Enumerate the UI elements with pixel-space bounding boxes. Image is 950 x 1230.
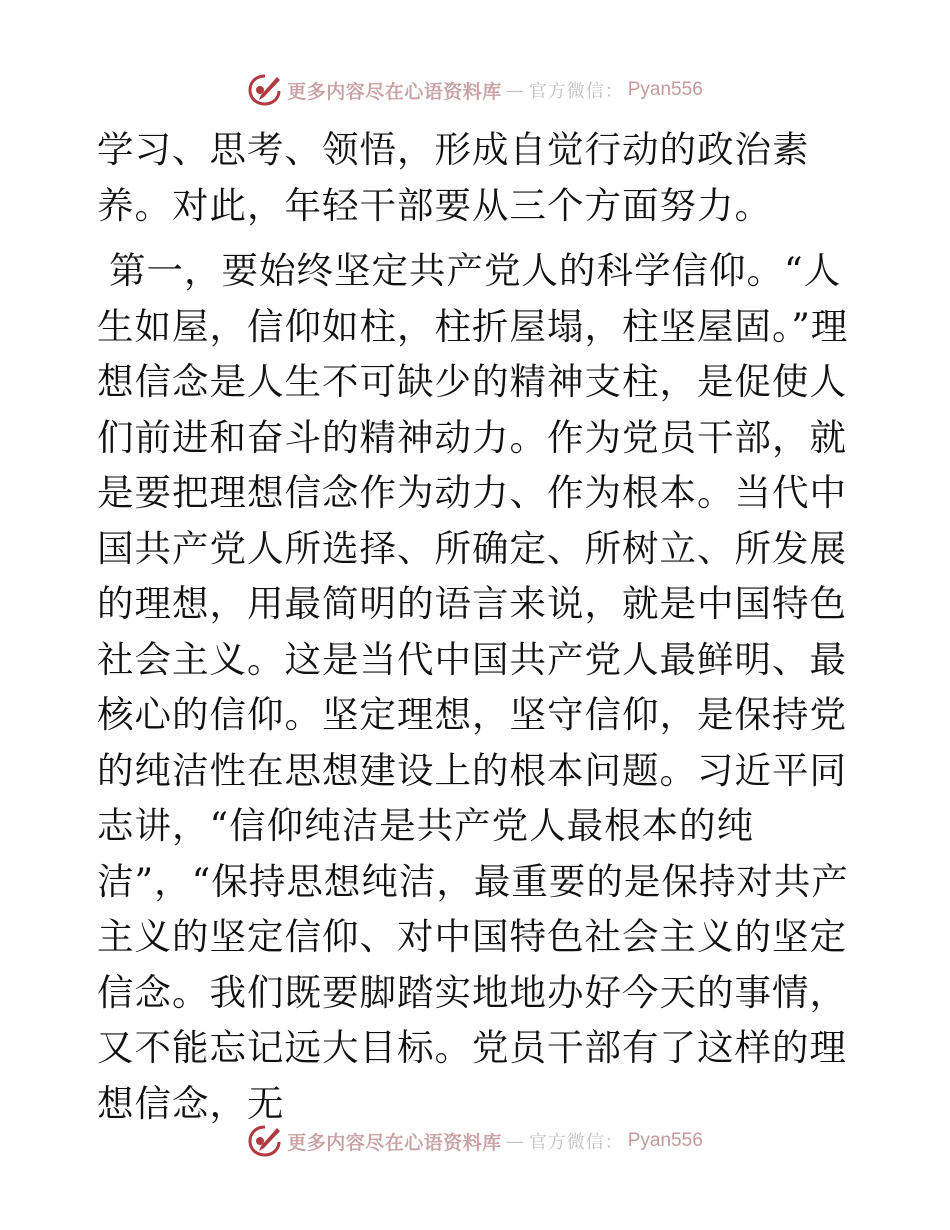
page-footer-watermark	[0, 1121, 950, 1161]
watermark-sub-text: 官方微信：	[528, 81, 624, 102]
watermark-wechat-id: Pyan556	[627, 1130, 703, 1151]
paragraph: 第一，要始终坚定共产党人的科学信仰。“人生如屋，信仰如柱，柱折屋塌，柱坚屋固。”理想信念是人生不可缺少的精神支柱，是促使人们前进和奋斗的精神动力。作为党员干部，就是要把理想信念作为动力、作为根本。当代中国共产党人所选择、所确定、所树立、所发展的理想，用最简明的语言来说，就是中国特色社会主义。这是当代中国共产党人最鲜明、最核心的信仰。坚定理想，坚守信仰，是保持党的纯洁性在思想建设上的根本问题。习近平同志讲，“信仰纯洁是共产党人最根本的纯洁”，“保持思想纯洁，最重要的是保持对共产主义的坚定信仰、对中国特色社会主义的坚定信念。我们既要脚踏实地地办好今天的事情，又不能忘记远大目标。党员干部有了这样的理想信念，无	[97, 249, 849, 1125]
watermark-dash: —	[505, 1130, 525, 1152]
quill-logo-icon	[247, 73, 283, 107]
watermark-wechat-id: Pyan556	[627, 79, 703, 100]
watermark-main-text: 更多内容尽在心语资料库	[287, 1131, 502, 1154]
paragraph: 学习、思考、领悟，形成自觉行动的政治素养。对此，年轻干部要从三个方面努力。	[97, 128, 810, 227]
watermark-dash: —	[505, 79, 525, 101]
quill-logo-icon	[247, 1124, 283, 1158]
watermark-main-text: 更多内容尽在心语资料库	[287, 80, 502, 103]
page-header-watermark	[0, 70, 950, 110]
watermark	[247, 73, 703, 107]
document-body	[97, 122, 857, 1131]
watermark-sub-text: 官方微信：	[528, 1132, 624, 1153]
watermark	[247, 1124, 703, 1158]
